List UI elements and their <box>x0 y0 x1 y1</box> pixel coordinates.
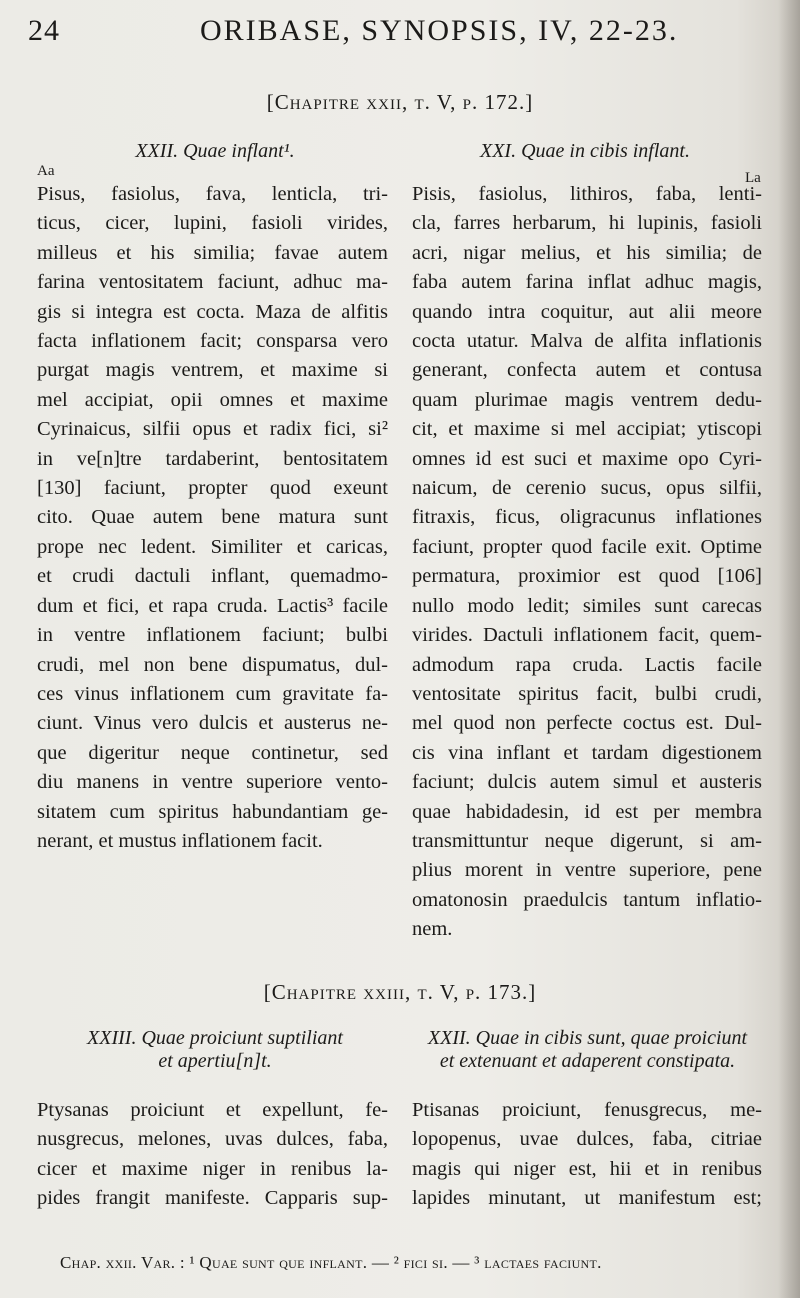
text-line: ciunt. Vinus vero dulcis et austerus ne- <box>37 712 388 735</box>
right-column-text-2 <box>412 1096 762 1214</box>
text-line: ventositate spiritus facit, bulbi crudi, <box>412 682 762 705</box>
text-line: permatura, proximior est quod [106] <box>412 565 762 588</box>
text-line: acri, nigar melius, et his similia; de <box>412 241 762 264</box>
text-line: generant, confecta autem et contusa <box>412 359 762 382</box>
right-title-line2: et extenuant et adaperent constipata. <box>439 1050 736 1072</box>
text-line: Pisus, fasiolus, fava, lenticla, tri- <box>37 183 388 205</box>
text-line: mel accipiat, opii omnes et maxime <box>37 388 388 411</box>
right-title-text: XXI. Quae in cibis inflant. <box>480 140 690 162</box>
text-line: omatonosin praedulcis tantum inflatio- <box>412 888 762 911</box>
text-line: naicum, de cerenio sucus, opus silfii, <box>412 477 762 500</box>
text-line: cla, farres herbarum, hi lupinis, fasioli <box>412 212 762 235</box>
text-line: faba autem farina inflat adhuc magis, <box>412 271 762 294</box>
text-line: que digeritur neque continetur, sed <box>37 741 388 764</box>
running-head <box>0 12 800 62</box>
right-column-text <box>412 180 762 945</box>
siglum-right: La <box>745 170 761 186</box>
text-line: Cyrinaicus, silfii opus et radix fici, si² <box>37 418 388 441</box>
text-line: diu manens in ventre superiore vento- <box>37 771 388 794</box>
text-line: pides frangit manifeste. Capparis sup- <box>37 1187 388 1210</box>
text-line: facta inflationem facit; consparsa vero <box>37 330 388 353</box>
text-line: lapides minutant, ut manifestum est; <box>412 1187 762 1210</box>
page-edge-shadow <box>778 0 800 1298</box>
text-line: nullo modo ledit; similes sunt carecas <box>412 594 762 617</box>
text-line: faciunt; dulcis autem simul et austeris <box>412 771 762 794</box>
text-line: omnes id est suci et maxime opo Cyri- <box>412 447 762 470</box>
text-line: cicer et maxime niger in renibus la- <box>37 1157 388 1180</box>
running-title: ORIBASE, SYNOPSIS, IV, 22-23. <box>200 14 679 47</box>
text-line: dum et fici, et rapa cruda. Lactis³ facile <box>37 594 388 617</box>
text-line: cito. Quae autem bene matura sunt <box>37 506 388 529</box>
text-line: in ve[n]tre tardaberint, bentositatem <box>37 447 388 470</box>
text-line: nem. <box>412 918 453 941</box>
text-line: cit, et maxime si mel accipiat; ytiscopi <box>412 418 762 441</box>
footnote <box>60 1253 750 1273</box>
text-line: purgat magis ventrem, et maxime si <box>37 359 388 382</box>
footnote-text: Chap. xxii. Var. : ¹ Quae sunt que inflant. — ² fici si. — ³ lactaes faciunt. <box>60 1253 602 1272</box>
text-line: ticus, cicer, lupini, fasioli virides, <box>37 212 388 235</box>
left-title-text: XXII. Quae inflant¹. <box>135 140 295 162</box>
text-line: crudi, mel non bene dispumatus, dul- <box>37 653 388 676</box>
text-line: transmittuntur neque digerunt, si am- <box>412 829 762 852</box>
page-number: 24 <box>28 14 60 47</box>
text-line: et crudi dactuli inflant, quemadmo- <box>37 565 388 588</box>
text-line: nusgrecus, melones, uvas dulces, faba, <box>37 1128 388 1151</box>
text-line: admodum rapa cruda. Lactis facile <box>412 653 762 676</box>
text-line: faciunt, propter quod facile exit. Optime <box>412 535 762 558</box>
text-line: quae habidadesin, id est per membra <box>412 800 762 823</box>
text-line: mel quod non perfecte coctus est. Dul- <box>412 712 762 735</box>
left-title-line2: et apertiu[n]t. <box>158 1050 272 1072</box>
text-line: in ventre inflationem faciunt; bulbi <box>37 624 388 647</box>
text-line: Pisis, fasiolus, lithiros, faba, lenti- <box>412 183 762 205</box>
left-column-title-2 <box>40 1027 390 1073</box>
text-line: cis vina inflant et tardam digestionem <box>412 741 762 764</box>
text-line: farina ventositatem faciunt, adhuc ma- <box>37 271 388 294</box>
left-column-text <box>37 180 388 856</box>
text-line: sitatem cum spiritus habundantiam ge- <box>37 800 388 823</box>
text-line: plius morent in ventre superiore, pene <box>412 859 762 882</box>
text-line: quando intra coquitur, aut alii meore <box>412 300 762 323</box>
text-line: virides. Dactuli inflationem facit, quem- <box>412 624 762 647</box>
siglum-left: Aa <box>37 163 55 179</box>
text-line: lopopenus, uvae dulces, faba, citriae <box>412 1128 762 1151</box>
text-line: ces vinus inflationem cum gravitate fa- <box>37 682 388 705</box>
right-column-title-2 <box>410 1027 765 1073</box>
text-line: [130] faciunt, propter quod exeunt <box>37 477 388 500</box>
text-line: Ptysanas proiciunt et expellunt, fe- <box>37 1099 388 1121</box>
left-column-text-2 <box>37 1096 388 1214</box>
text-line: gis si integra est cocta. Maza de alfitis <box>37 300 388 323</box>
text-line: nerant, et mustus inflationem facit. <box>37 829 323 852</box>
left-column-title <box>40 140 390 163</box>
right-title-line1: XXII. Quae in cibis sunt, quae proiciunt <box>427 1027 748 1049</box>
chapter-heading-xxii: [Chapitre xxii, t. V, p. 172.] <box>266 90 534 114</box>
left-title-line1: XXIII. Quae proiciunt suptiliant <box>87 1027 343 1049</box>
text-line: fitraxis, ficus, oligracunus inflationes <box>412 506 762 529</box>
text-line: Ptisanas proiciunt, fenusgrecus, me- <box>412 1099 762 1121</box>
text-line: milleus et his similia; favae autem <box>37 241 388 264</box>
text-line: cocta utatur. Malva de alfita inflationis <box>412 330 762 353</box>
right-column-title <box>410 140 760 163</box>
chapter-heading-xxiii: [Chapitre xxiii, t. V, p. 173.] <box>263 980 537 1004</box>
text-line: magis qui niger est, hii et in renibus <box>412 1157 762 1180</box>
text-line: prope nec ledent. Similiter et caricas, <box>37 535 388 558</box>
text-line: quam plurimae magis ventrem dedu- <box>412 388 762 411</box>
